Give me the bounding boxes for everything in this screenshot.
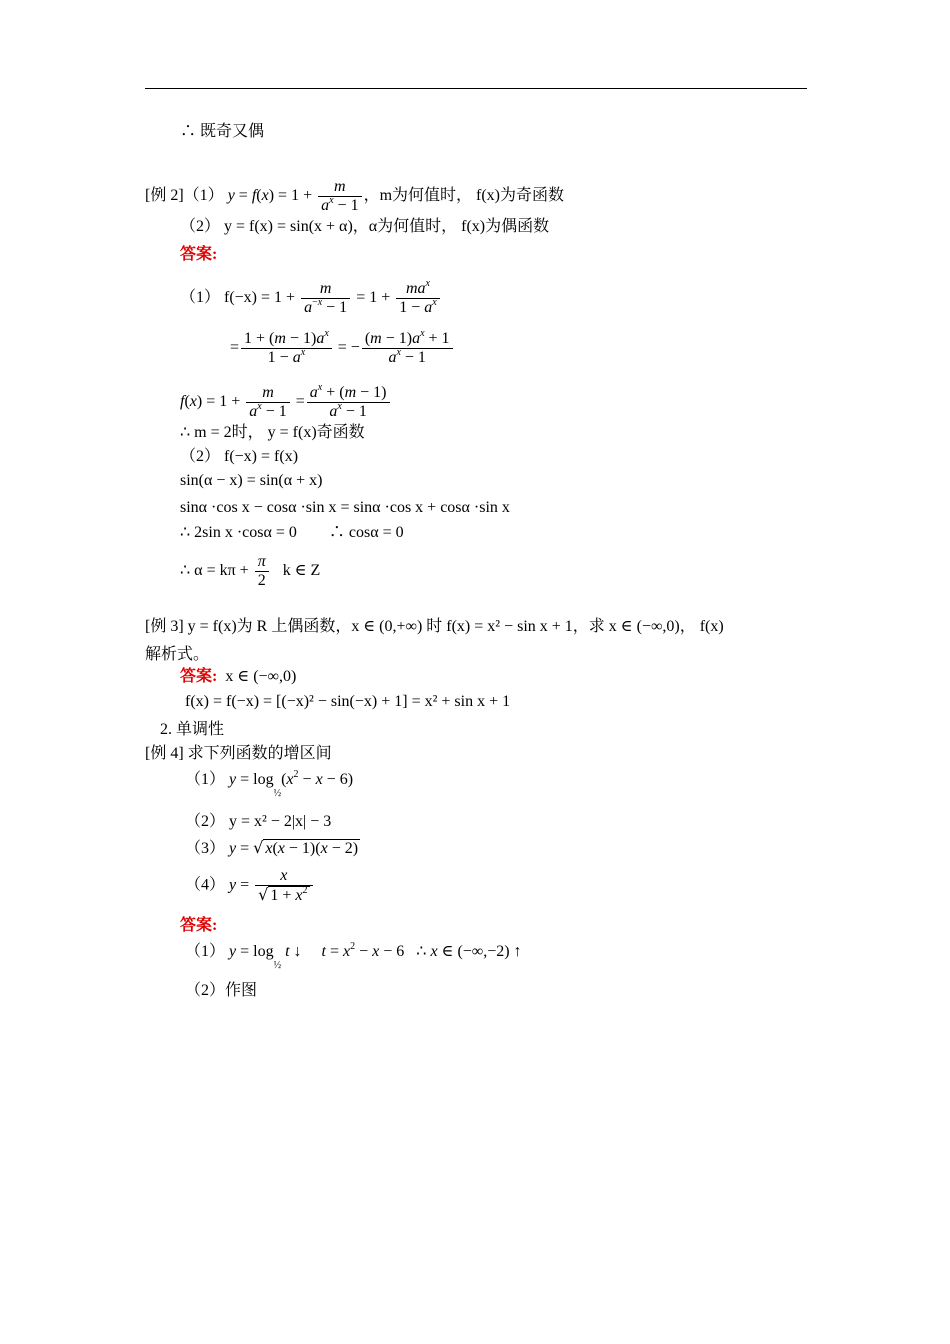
ex4-p1: （1） $y = \log_{\frac{1}{2}}(x^2 - x - 6)$ <box>185 769 354 799</box>
ex3-question-2: 解析式。 <box>145 646 210 663</box>
ex2-q1: [例 2]（1） y = f(x) = 1 + $\frac{m}{a^x - 1}$ ，m为何值时， f(x)为奇函数 <box>145 178 565 214</box>
ex4-answer-label: 答案: <box>180 917 218 934</box>
ex2-q1-tail: ，m为何值时， f(x)为奇函数 <box>363 187 565 205</box>
ex4-a1: （1） $y = \log_{\frac{1}{2}} t$ ↓ $t = x^2 - x - 6$ ∴ x ∈ (−∞,−2) ↑ <box>185 941 522 971</box>
ex2-cos-zero: ∴ 2sin x ·cosα = 0 ∴ cosα = 0 <box>180 524 404 541</box>
ex2-q2: （2） y = f(x) = sin(x + α)，α为何值时， f(x)为偶函数 <box>180 218 550 235</box>
ex2-l1-prefix: （1） f(−x) = 1 + <box>180 289 296 307</box>
ex2-conclusion-1: ∴ m = 2时， y = f(x)奇函数 <box>180 424 365 441</box>
ex3-derivation: f(x) = f(−x) = [(−x)² − sin(−x) + 1] = x² + sin x + 1 <box>185 693 511 710</box>
fraction-x-over-sqrt: $\frac{x}{√ 1 + x^2}$ <box>255 867 312 905</box>
ex2-alpha-suffix: k ∈ Z <box>282 562 321 580</box>
ex4-p3: （3） y = √ x(x − 1)(x − 2) <box>185 838 359 857</box>
fraction-2b: $\frac{(m - 1)a^x + 1}{a^x - 1}$ <box>362 330 453 367</box>
ex4-a2: （2）作图 <box>185 982 258 999</box>
ex2-derivation-2: = $\frac{1 + (m - 1)a^x}{1 - a^x}$ = − $\frac{(m - 1)a^x + 1}{a^x - 1}$ <box>230 330 455 367</box>
top-note: ∴ 既奇又偶 <box>180 123 265 140</box>
ex2-derivation-1: （1） f(−x) = 1 + $\frac{m}{a^{-x} - 1}$ = 1 + $ma^x$ $1 - a^x$ <box>180 280 442 317</box>
ex2-sin-expand: sinα ·cos x − cosα ·sin x = sinα ·cos x + cosα ·sin x <box>180 499 510 516</box>
ex2-answer-label: 答案: <box>180 246 218 263</box>
ex2-part2-start: （2） f(−x) = f(x) <box>180 448 299 465</box>
ex2-alpha-result <box>180 553 320 590</box>
ex3-question: [例 3] y = f(x)为 R 上偶函数，x ∈ (0,+∞) 时 f(x) = x² − sin x + 1，求 x ∈ (−∞,0)， f(x) <box>145 618 724 635</box>
ex4-title: [例 4] 求下列函数的增区间 <box>145 745 332 762</box>
fraction-2a: $\frac{1 + (m - 1)a^x}{1 - a^x}$ <box>241 330 332 367</box>
fraction-m-over-a-negx: $\frac{m}{a^{-x} - 1}$ <box>301 280 350 317</box>
ex2-derivation-3: f(x) = 1 + $\frac{m}{a^x - 1}$ = $\frac{a^x + (m - 1)}{a^x - 1}$ <box>180 384 392 421</box>
ex2-q1-fraction: $\frac{m}{a^x - 1}$ <box>318 178 361 215</box>
ex2-label: [例 2] <box>145 187 184 205</box>
section-2-heading: 2. 单调性 <box>160 721 225 738</box>
ex4-p4: （4） y = $\frac{x}{√ 1 + x^2}$ <box>185 867 315 905</box>
header-rule <box>145 88 807 89</box>
fraction-pi-over-2: $\frac{\pi}{2}$ <box>255 553 269 590</box>
fraction-3a: $\frac{m}{a^x - 1}$ <box>246 384 289 421</box>
ex3-answer-line <box>180 667 296 687</box>
ex2-alpha-prefix: ∴ α = kπ + <box>180 562 249 580</box>
ex2-sin-eq: sin(α − x) = sin(α + x) <box>180 472 323 489</box>
ex4-p2: （2） y = x² − 2|x| − 3 <box>185 813 332 830</box>
ex3-answer-label: 答案: <box>180 668 218 685</box>
fraction-3b: $\frac{a^x + (m - 1)}{a^x - 1}$ <box>307 384 390 421</box>
ex3-answer-domain: x ∈ (−∞,0) <box>225 668 297 685</box>
fraction-ma-over-1-ax: $ma^x$ $1 - a^x$ <box>396 280 439 317</box>
